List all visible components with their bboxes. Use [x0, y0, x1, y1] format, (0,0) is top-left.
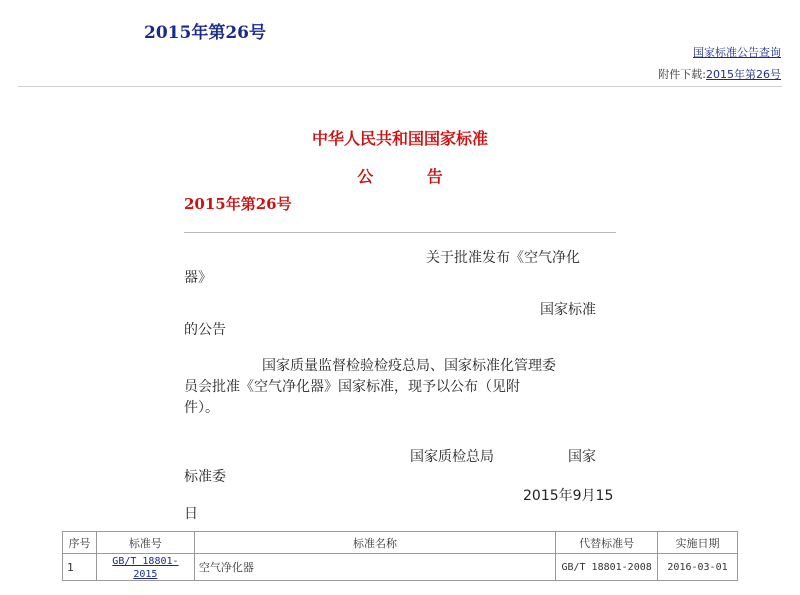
notice-title: 中华人民共和国国家标准 [311, 129, 488, 148]
notice-text-line: 关于批准发布《空气净化 [426, 250, 580, 266]
cell-implementation-date: 2016-03-01 [658, 554, 738, 581]
attachment-label: 附件下载: [658, 68, 706, 81]
table-header-row [63, 532, 738, 554]
header-links [658, 46, 781, 90]
notice-text-line: 器》 [184, 270, 212, 286]
cell-standard-name: 空气净化器 [194, 554, 555, 581]
notice-divider [184, 232, 616, 233]
header-replaced-standard: 代替标准号 [556, 532, 658, 554]
header-seq: 序号 [63, 532, 97, 554]
header-divider [18, 86, 782, 87]
notice-text-line: 国家质量监督检验检疫总局、国家标准化管理委 [262, 358, 556, 374]
notice-subtitle-right: 告 [426, 167, 443, 186]
notice-text-line: 的公告 [184, 322, 226, 338]
cell-standard-no [96, 554, 194, 581]
notice-text-line: 国家标准 [540, 302, 596, 318]
page-title: 2015年第26号 [144, 23, 266, 43]
notice-text-line: 件）。 [184, 400, 219, 416]
standards-table [62, 531, 738, 581]
attachment-download-link[interactable]: 2015年第26号 [706, 68, 781, 81]
cell-seq: 1 [63, 554, 97, 581]
notice-subtitle [0, 164, 800, 187]
notice-number: 2015年第26号 [184, 195, 292, 213]
notice-date: 2015年9月15 [523, 488, 614, 504]
standard-number-link[interactable]: GB/T 18801-2015 [112, 556, 179, 580]
header-implementation-date: 实施日期 [658, 532, 738, 554]
notice-text-line: 员会批准《空气净化器》国家标准，现予以公布（见附 [184, 379, 520, 395]
signatory-standards-committee-cont: 标准委 [184, 469, 226, 485]
notice-date-cont: 日 [184, 506, 198, 522]
cell-replaced-standard: GB/T 18801-2008 [556, 554, 658, 581]
notice-subtitle-left: 公 [357, 167, 374, 186]
table-row [63, 554, 738, 581]
header-standard-no: 标准号 [96, 532, 194, 554]
header-standard-name: 标准名称 [194, 532, 555, 554]
signatory-standards-committee: 国家 [568, 449, 596, 465]
standard-query-link[interactable]: 国家标准公告查询 [693, 46, 781, 59]
signatory-quality-bureau: 国家质检总局 [410, 449, 494, 465]
